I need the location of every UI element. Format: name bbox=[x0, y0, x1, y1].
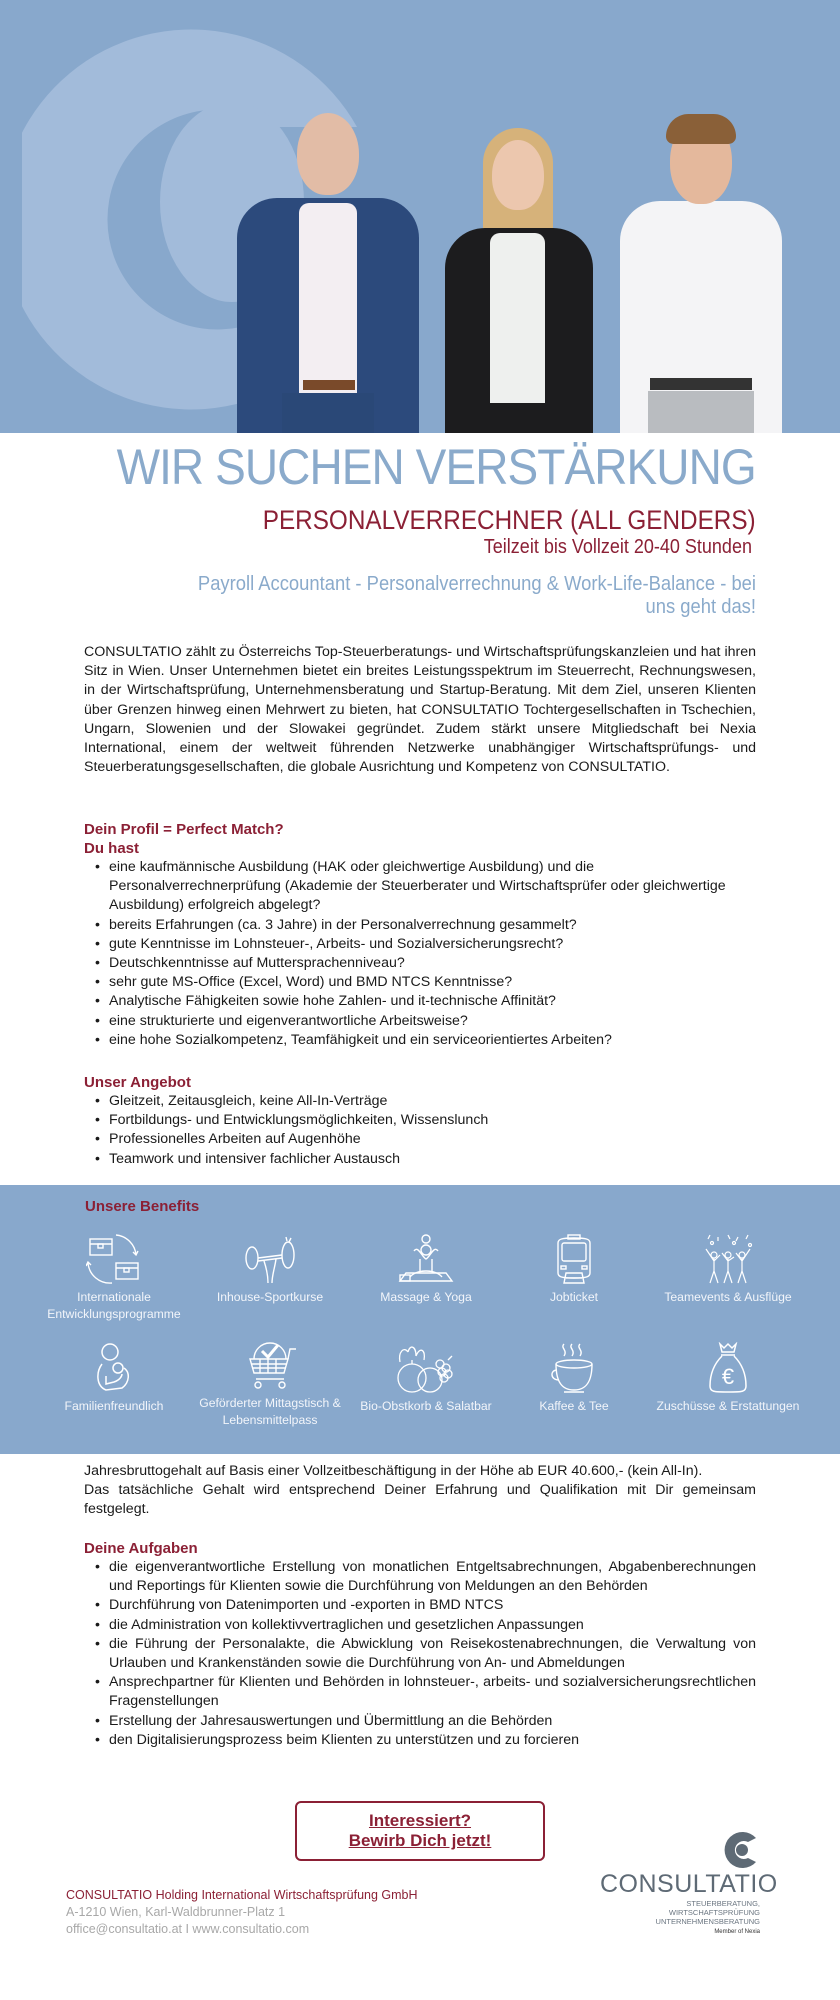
profile-list bbox=[84, 858, 756, 1050]
parent-child-icon bbox=[92, 1342, 136, 1394]
coffee-cup-icon bbox=[550, 1342, 598, 1394]
benefits-section bbox=[0, 1185, 840, 1454]
hero-image bbox=[0, 0, 840, 433]
svg-text:€: € bbox=[721, 1364, 735, 1389]
list-item: • Analytische Fähigkeiten sowie hohe Zahlen- und it-technische Affinität? bbox=[84, 992, 756, 1011]
list-item: • Teamwork und intensiver fachlicher Austausch bbox=[84, 1150, 756, 1169]
benefit-label: Massage & Yoga bbox=[380, 1290, 472, 1304]
nexia-member-badge: Member of Nexia bbox=[714, 1929, 760, 1935]
person-3 bbox=[620, 118, 782, 433]
list-item: • gute Kenntnisse im Lohnsteuer-, Arbeits- und Sozialversicherungsrecht? bbox=[84, 935, 756, 954]
benefit-item bbox=[34, 1342, 194, 1415]
footer bbox=[66, 1887, 418, 1938]
company-contact[interactable]: office@consultatio.at I www.consultatio.com bbox=[66, 1922, 310, 1936]
benefit-item bbox=[190, 1335, 350, 1429]
benefit-item bbox=[494, 1342, 654, 1415]
money-bag-icon bbox=[706, 1342, 750, 1394]
yoga-icon bbox=[396, 1233, 456, 1285]
list-item: • die Führung der Personalakte, die Abwicklung von Reisekostenabrechnungen, die Verwaltung von Urlauben und Krankenständen sowie die Durchführung von An- und Abmeldungen bbox=[84, 1635, 756, 1673]
benefit-label: Internationale Entwicklungsprogramme bbox=[47, 1290, 181, 1321]
list-item: • Deutschkenntnisse auf Muttersprachenniveau? bbox=[84, 954, 756, 973]
company-intro: CONSULTATIO zählt zu Österreichs Top-Steuerberatungs- und Wirtschaftsprüfungskanzleien und hat ihren Sitz in Wien. Unser Unternehmen bietet ein breites Leistungsspektrum im Steuerrecht, Rechnungswesen, in der Wirtschaftsprüfung, Unternehmensberatung und Startup-Beratung. Mit dem Ziel, unseren Klienten über Grenzen hinweg einen Mehrwert zu bieten, hat CONSULTATIO Tochtergesellschaften in Tschechien, Ungarn, Slowenien und der Slowakei gegründet. Zudem stärkt unsere Mitgliedschaft bei Nexia International, einem der weltweit führenden Netzwerke unabhängiger Wirtschaftsprüfungs- und Steuerberatungsgesellschaften, die globale Ausrichtung und Kompetenz von CONSULTATIO. bbox=[84, 644, 756, 776]
train-icon bbox=[552, 1233, 596, 1285]
list-item: • Professionelles Arbeiten auf Augenhöhe bbox=[84, 1130, 756, 1149]
list-item: • sehr gute MS-Office (Excel, Word) und BMD NTCS Kenntnisse? bbox=[84, 973, 756, 992]
benefit-label: Kaffee & Tee bbox=[539, 1399, 609, 1413]
benefit-label: Geförderter Mittagstisch & Lebensmittelpass bbox=[199, 1396, 341, 1427]
job-position-title: PERSONALVERRECHNER (ALL GENDERS) bbox=[263, 505, 756, 535]
tasks-list bbox=[84, 1558, 756, 1750]
benefit-label: Jobticket bbox=[549, 1290, 599, 1304]
tasks-section bbox=[84, 1539, 756, 1750]
list-item: • eine strukturierte und eigenverantwortliche Arbeitsweise? bbox=[84, 1012, 756, 1031]
exchange-boxes-icon bbox=[86, 1233, 142, 1285]
person-1 bbox=[237, 113, 419, 433]
profile-section bbox=[84, 820, 756, 1050]
profile-heading: Dein Profil = Perfect Match? bbox=[84, 821, 284, 838]
benefit-label: Familienfreundlich bbox=[64, 1399, 164, 1413]
benefit-item bbox=[648, 1233, 808, 1306]
list-item: • Durchführung von Datenimporten und -exporten in BMD NTCS bbox=[84, 1596, 756, 1615]
list-item: • die Administration von kollektivvertraglichen und gesetzlichen Anpassungen bbox=[84, 1616, 756, 1635]
celebration-icon bbox=[700, 1233, 756, 1285]
benefit-label: Inhouse-Sportkurse bbox=[216, 1290, 324, 1304]
page-title: WIR SUCHEN VERSTÄRKUNG bbox=[116, 439, 756, 495]
benefits-heading: Unsere Benefits bbox=[85, 1198, 200, 1215]
offer-list bbox=[84, 1092, 756, 1169]
offer-heading: Unser Angebot bbox=[84, 1074, 191, 1091]
benefit-item bbox=[34, 1233, 194, 1323]
consultatio-c-icon bbox=[724, 1830, 760, 1870]
company-name: CONSULTATIO Holding International Wirtschaftsprüfung GmbH bbox=[66, 1888, 418, 1902]
benefit-item bbox=[648, 1342, 808, 1415]
list-item: • Gleitzeit, Zeitausgleich, keine All-In-Verträge bbox=[84, 1092, 756, 1111]
person-2 bbox=[445, 128, 593, 433]
offer-section bbox=[84, 1073, 756, 1169]
profile-subheading: Du hast bbox=[84, 840, 140, 857]
benefit-item bbox=[190, 1233, 350, 1306]
cta-line-2: Bewirb Dich jetzt! bbox=[348, 1831, 492, 1850]
working-hours: Teilzeit bis Vollzeit 20-40 Stunden bbox=[483, 536, 752, 558]
benefit-item bbox=[494, 1233, 654, 1306]
list-item: • Ansprechpartner für Klienten und Behörden in lohnsteuer-, arbeits- und sozialversicherungsrechtlichen Fragenstellungen bbox=[84, 1673, 756, 1711]
shopping-cart-icon bbox=[242, 1335, 298, 1391]
cta-line-1: Interessiert? bbox=[368, 1811, 472, 1830]
salary-note: Das tatsächliche Gehalt wird entsprechend Deiner Erfahrung und Qualifikation mit Dir gemeinsam festgelegt. bbox=[84, 1482, 756, 1518]
fruit-basket-icon bbox=[394, 1342, 458, 1394]
benefit-item bbox=[346, 1233, 506, 1306]
benefit-label: Bio-Obstkorb & Salatbar bbox=[360, 1399, 492, 1413]
salary-amount: Jahresbruttogehalt auf Basis einer Vollzeitbeschäftigung in der Höhe ab EUR 40.600,- (kein All-In). bbox=[84, 1463, 703, 1479]
list-item: • bereits Erfahrungen (ca. 3 Jahre) in der Personalverrechnung gesammelt? bbox=[84, 916, 756, 935]
list-item: • Erstellung der Jahresauswertungen und Übermittlung an die Behörden bbox=[84, 1712, 756, 1731]
tagline: Payroll Accountant - Personalverrechnung & Work-Life-Balance - bei uns geht das! bbox=[197, 573, 757, 618]
list-item: • die eigenverantwortliche Erstellung von monatlichen Entgeltsabrechnungen, Abgabenberechnungen und Reportings für Klienten sowie die Durchführung von Meldungen an den Behörden bbox=[84, 1558, 756, 1596]
list-item: • Fortbildungs- und Entwicklungsmöglichkeiten, Wissenslunch bbox=[84, 1111, 756, 1130]
list-item: • den Digitalisierungsprozess beim Klienten zu unterstützen und zu forcieren bbox=[84, 1731, 756, 1750]
benefit-item bbox=[346, 1342, 506, 1415]
consultatio-logo bbox=[600, 1830, 778, 1935]
benefit-label: Teamevents & Ausflüge bbox=[664, 1290, 792, 1304]
logo-tagline-1: STEUERBERATUNG, WIRTSCHAFTSPRÜFUNG bbox=[668, 1899, 760, 1917]
company-address: A-1210 Wien, Karl-Waldbrunner-Platz 1 bbox=[66, 1905, 286, 1919]
logo-tagline-2: UNTERNEHMENSBERATUNG bbox=[655, 1917, 760, 1926]
tasks-heading: Deine Aufgaben bbox=[84, 1540, 198, 1557]
list-item: • eine kaufmännische Ausbildung (HAK oder gleichwertige Ausbildung) und die Personalverrechnerprüfung (Akademie der Steuerberater und Wirtschaftsprüfer oder gleichwertige Ausbildung) erfolgreich abgelegt? bbox=[84, 858, 756, 916]
logo-wordmark: CONSULTATIO bbox=[600, 1870, 778, 1898]
apply-now-button[interactable] bbox=[295, 1801, 545, 1861]
benefit-label: Zuschüsse & Erstattungen bbox=[656, 1399, 800, 1413]
dumbbell-icon bbox=[242, 1233, 298, 1285]
salary-info bbox=[84, 1462, 756, 1520]
list-item: • eine hohe Sozialkompetenz, Teamfähigkeit und ein serviceorientiertes Arbeiten? bbox=[84, 1031, 756, 1050]
